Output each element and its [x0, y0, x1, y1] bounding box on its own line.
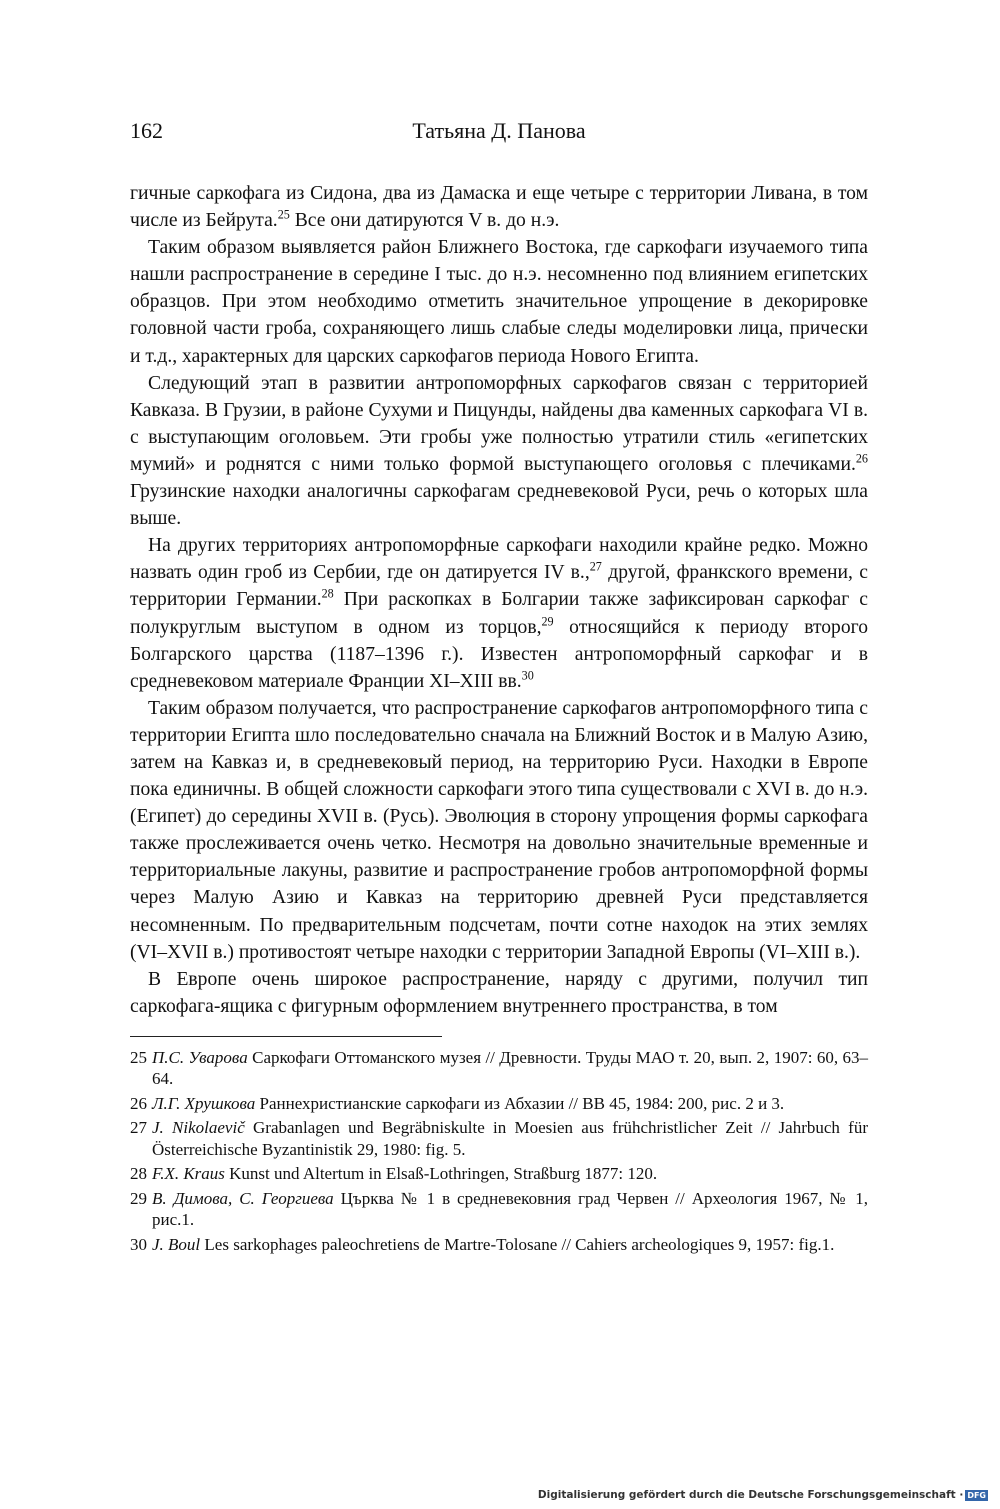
- footnote-text: [152, 1188, 868, 1231]
- footnote-citation: Раннехристианские саркофаги из Абхазии // ВВ 45, 1984: 200, рис. 2 и 3.: [255, 1093, 785, 1113]
- paragraph: [130, 532, 868, 695]
- dfg-watermark-text: Digitalisierung gefördert durch die Deutsche Forschungsgemeinschaft ·: [537, 1489, 964, 1501]
- paragraph: [130, 234, 868, 369]
- paragraph: [130, 370, 868, 533]
- text-run: относящийся к периоду второго Болгарского царства (1187–1396 г.). Известен антропоморфный саркофаг и в средневековом материале Франции XI–XIII вв.: [130, 616, 868, 692]
- footnote-text: [152, 1047, 868, 1090]
- footnote-number: 25: [130, 1047, 147, 1067]
- text-run: При раскопках в Болгарии также зафиксирован саркофаг с полукруглым выступом в одном из торцов,: [130, 589, 868, 638]
- paragraph: [130, 695, 868, 966]
- footnote-number: 28: [130, 1164, 147, 1184]
- dfg-watermark: [538, 1489, 988, 1501]
- footnote-citation: Grabanlagen und Begräbniskulte in Moesien aus frühchristlicher Zeit // Jahrbuch für Österreichische Byzantinistik 29, 1980: fig. 5.: [152, 1118, 868, 1159]
- page-header: [130, 118, 868, 158]
- dfg-logo-icon: DFG: [967, 1491, 986, 1500]
- footnote-citation: Саркофаги Оттоманского музея // Древности. Труды МАО т. 20, вып. 2, 1907: 60, 63–64.: [152, 1047, 868, 1089]
- footnote-number: 26: [130, 1093, 147, 1113]
- paragraph: [130, 966, 868, 1020]
- text-run: Таким образом получается, что распространение саркофагов антропоморфного типа с территории Египта шло последовательно сначала на Ближний Восток и в Малую Азию, затем на Кавказ и, в средневековый период, на территорию Руси. Находки в Европе пока единичны. В общей сложности саркофаги этого типа существовали с XVI в. до н.э. (Египет) до середины XVII в. (Русь). Эволюция в сторону упрощения формы саркофага также прослеживается очень четко. Несмотря на довольно значительные временные и территориальные лакуны, развитие и распространение гробов антропоморфной формы через Малую Азию и Кавказ на территорию древней Руси представляется несомненным. По предварительным подсчетам, почти сотне находок на этих землях (VI–XVII в.) противостоят четыре находки с территории Западной Европы (VI–XIII в.).: [130, 697, 868, 963]
- text-run: Следующий этап в развитии антропоморфных саркофагов связан с территорией Кавказа. В Грузии, в районе Сухуми и Пицунды, найдены два каменных саркофага VI в. с выступающим оголовьем. Эти гробы уже полностью утратили стиль «египетских мумий» и роднятся с ними только формой выступающего оголовья с плечиками.: [130, 372, 868, 475]
- text-run: В Европе очень широкое распространение, наряду с другими, получил тип саркофага-ящика с фигурным оформлением внутреннего пространства, в том: [130, 968, 868, 1017]
- page-number: 162: [130, 118, 163, 143]
- footnote: [130, 1117, 868, 1160]
- footnote-text: [152, 1234, 868, 1256]
- footnote-author: J. Boul: [152, 1234, 201, 1254]
- footnote-number: 27: [130, 1118, 147, 1138]
- footnote-ref: 28: [321, 586, 334, 601]
- footnote-author: П.С. Уварова: [152, 1047, 248, 1067]
- footnote-author: F.X. Kraus: [152, 1164, 225, 1184]
- footnote-author: В. Димова, С. Георгиева: [152, 1188, 334, 1208]
- footnote-citation: Les sarkophages paleochretiens de Martre-Tolosane // Cahiers archeologiques 9, 1957: fig.1.: [200, 1234, 835, 1254]
- footnote-number: 30: [130, 1234, 147, 1254]
- text-run: На других территориях антропоморфные саркофаги находили крайне редко. Можно назвать один гроб из Сербии, где он датируется IV в.,: [130, 535, 868, 584]
- text-run: другой, франкского времени, с территории Германии.: [130, 562, 868, 611]
- footnote-text: [152, 1117, 868, 1160]
- footnote: [130, 1234, 868, 1256]
- footnote-citation: Църква № 1 в средневековния град Червен // Археология 1967, № 1, рис.1.: [152, 1188, 869, 1230]
- body-text: [130, 180, 868, 1020]
- footnote-ref: 29: [541, 613, 554, 628]
- footnote-ref: 26: [855, 451, 868, 466]
- text-run: Таким образом выявляется район Ближнего Востока, где саркофаги изучаемого типа нашли распространение в середине I тыс. до н.э. несомненно под влиянием египетских образцов. При этом необходимо отметить значительное упрощение в декорировке головной части гроба, сохраняющего лишь слабые следы моделировки лица, прически и т.д., характерных для царских саркофагов периода Нового Египта.: [130, 237, 868, 367]
- footnote: [130, 1188, 868, 1231]
- footnote-text: [152, 1163, 868, 1185]
- text-run: Все они датируются V в. до н.э.: [289, 210, 560, 232]
- footnote-text: [152, 1093, 868, 1115]
- running-title: Татьяна Д. Панова: [412, 118, 586, 143]
- footnote: [130, 1047, 868, 1090]
- footnote: [130, 1163, 868, 1185]
- footnote-divider: [130, 1036, 442, 1037]
- text-run: Грузинские находки аналогичны саркофагам средневековой Руси, речь о которых шла выше.: [130, 481, 868, 530]
- footnote-ref: 27: [589, 559, 602, 574]
- footnote-author: Л.Г. Хрушкова: [152, 1093, 256, 1113]
- footnotes: [130, 1047, 868, 1256]
- footnote: [130, 1093, 868, 1115]
- footnote-citation: Kunst und Altertum in Elsaß-Lothringen, Straßburg 1877: 120.: [224, 1164, 658, 1184]
- paragraph: [130, 180, 868, 234]
- footnote-number: 29: [130, 1188, 147, 1208]
- text-run: гичные саркофага из Сидона, два из Дамаска и еще четыре с территории Ливана, в том числе из Бейрута.: [130, 183, 868, 232]
- footnote-ref: 30: [521, 668, 534, 683]
- footnote-ref: 25: [277, 207, 290, 222]
- footnote-author: J. Nikolaevič: [152, 1118, 245, 1138]
- page: [130, 118, 868, 1258]
